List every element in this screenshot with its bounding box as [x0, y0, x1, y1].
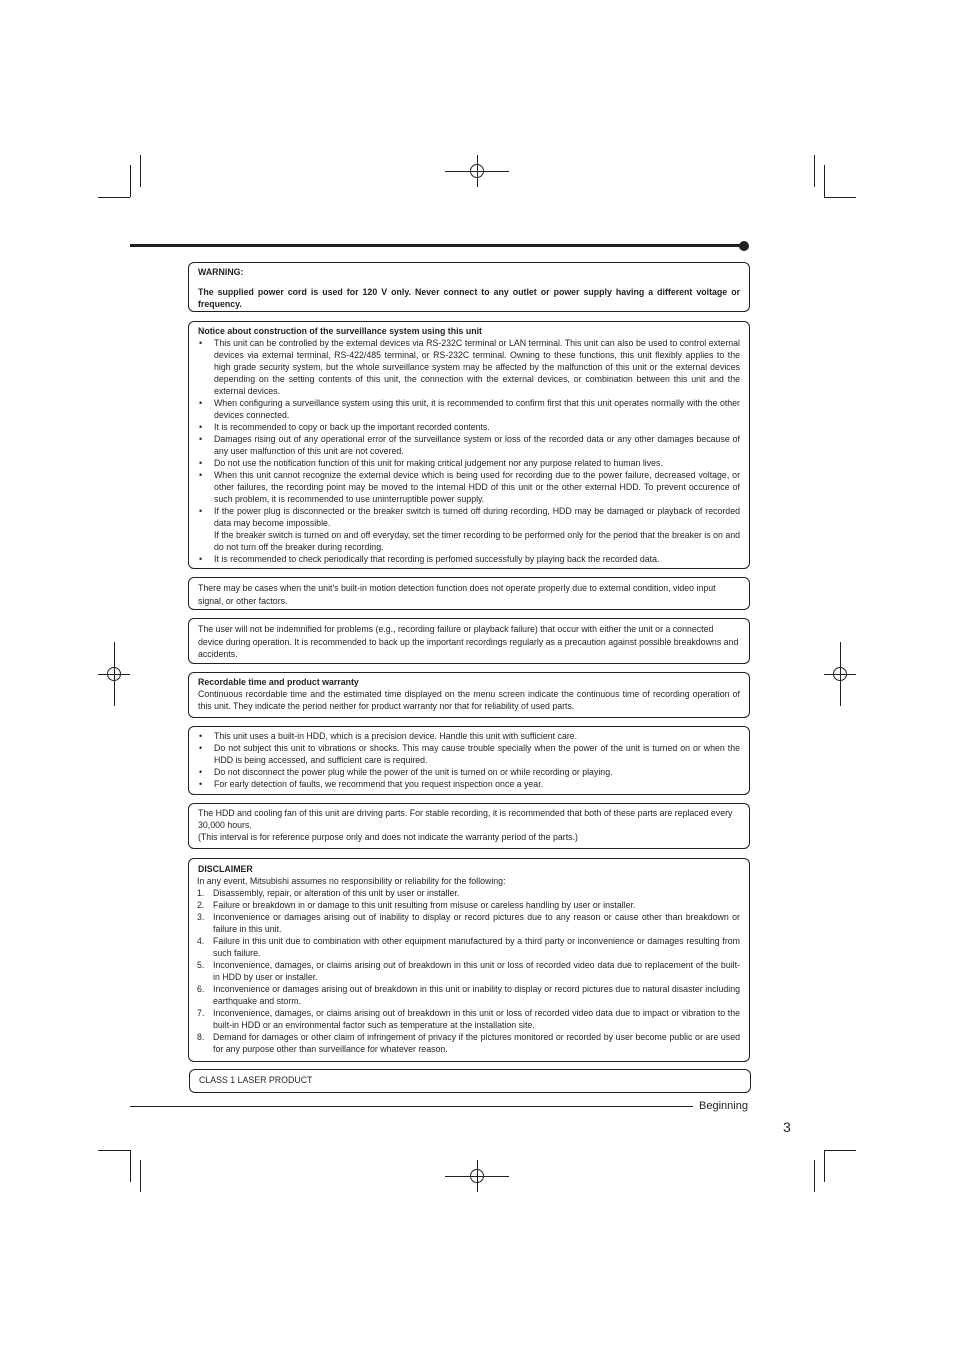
list-item: • For early detection of faults, we recommend that you request inspection once a year.	[198, 778, 740, 790]
parts-note: (This interval is for reference purpose only and does not indicate the warranty period of the parts.)	[198, 832, 578, 842]
hdd-care-box	[188, 726, 750, 795]
notice-list	[198, 337, 740, 565]
warning-title: WARNING:	[198, 267, 244, 277]
recordable-box	[188, 672, 750, 718]
parts-box	[188, 803, 750, 849]
motion-box	[188, 577, 750, 610]
hdd-care-list	[198, 730, 740, 790]
list-item: • Do not use the notification function of this unit for making critical judgement nor any purpose related to human lives.	[198, 457, 740, 469]
list-item: • When this unit cannot recognize the external device which is being used for recording due to the power failure, decreased voltage, or other failures, the recording point may be moved to the internal HDD of this unit or the other external HDD. To prevent occurence of such problem, it is recommended to use uninterruptible power supply.	[198, 469, 740, 505]
warning-box	[188, 262, 750, 312]
disclaimer-box	[188, 858, 750, 1062]
disclaimer-title: DISCLAIMER	[198, 864, 253, 874]
recordable-text: Continuous recordable time and the estimated time displayed on the menu screen indicate the continuous time of recording operation of this unit. They indicate the period neither for product warranty nor that for reliability of used parts.	[198, 689, 740, 711]
list-item: • This unit can be controlled by the external devices via RS-232C terminal or LAN terminal. This unit can also be used to control external devices via external terminal, RS-422/485 terminal, or RS-232C terminal. Owning to these functions, this unit flexibly applies to the high grade security system, but the whole surveillance system may be affected by the malfunction of this unit or the external devices depending on the setting contents of this unit, the connection with the external devices, or combination between this unit and the external devices.	[198, 337, 740, 397]
list-item: 5. Inconvenience, damages, or claims arising out of breakdown in this unit or loss of recorded video data due to replacement of the built-in HDD by user or installer.	[197, 960, 740, 982]
list-item-text: If the power plug is disconnected or the breaker switch is turned off during recording, HDD may be damaged or playback of recorded data may become impossible.	[214, 506, 740, 528]
list-item: 4. Failure in this unit due to combination with other equipment manufactured by a third party or inconvenience or damages resulting from such failure.	[197, 936, 740, 958]
list-item	[198, 505, 740, 553]
disclaimer-list	[197, 887, 740, 1055]
header-rule	[130, 244, 742, 247]
list-item: 7. Inconvenience, damages, or claims arising out of breakdown in this unit or loss of recorded video data due to impact or vibration to the built-in HDD or an environmental factor such as temperature at the installation site.	[197, 1008, 740, 1030]
list-item: • This unit uses a built-in HDD, which is a precision device. Handle this unit with sufficient care.	[198, 730, 740, 742]
page-number: 3	[783, 1119, 791, 1135]
disclaimer-intro: In any event, Mitsubishi assumes no responsibility or reliability for the following:	[197, 876, 506, 886]
list-item: 1. Disassembly, repair, or alteration of this unit by user or installer.	[197, 888, 460, 898]
notice-box	[188, 321, 750, 569]
list-item: • When configuring a surveillance system using this unit, it is recommended to confirm first that this unit operates normally with the other devices connected.	[198, 397, 740, 421]
list-item: 3. Inconvenience or damages arising out of inability to display or record pictures due to any reason or cause other than breakdown or failure in this unit.	[197, 912, 740, 934]
header-rule-dot	[739, 241, 749, 251]
footer-section: Beginning	[699, 1100, 748, 1112]
notice-title: Notice about construction of the surveillance system using this unit	[198, 326, 482, 336]
indemnity-box	[188, 618, 750, 664]
recordable-title: Recordable time and product warranty	[198, 677, 359, 687]
laser-text: CLASS 1 LASER PRODUCT	[199, 1075, 313, 1085]
indemnity-text: The user will not be indemnified for problems (e.g., recording failure or playback failure) that occur with either the unit or a connected device during operation. It is recommended to back up the important recordings regularly as a precaution against possible breakdowns and accidents.	[198, 624, 739, 659]
list-item: • Do not disconnect the power plug while the power of the unit is turned on or while recording or playing.	[198, 766, 740, 778]
parts-text: The HDD and cooling fan of this unit are driving parts. For stable recording, it is recommended that both of these parts are replaced every 30,000 hours.	[198, 808, 733, 830]
list-item-extra: If the breaker switch is turned on and off everyday, set the timer recording to be performed only for the period that the breaker is on and do not turn off the breaker during recording.	[214, 530, 740, 552]
list-item: • Do not subject this unit to vibrations or shocks. This may cause trouble specially when the power of the unit is turned on or when the HDD is being accessed, and sufficient care is required.	[198, 742, 740, 766]
motion-text: There may be cases when the unit's built-in motion detection function does not operate properly due to external condition, video input signal, or other factors.	[198, 583, 716, 606]
list-item: • It is recommended to check periodically that recording is perfomed successfully by playing back the recorded data.	[198, 553, 740, 565]
laser-box	[189, 1069, 751, 1093]
list-item: 2. Failure or breakdown in or damage to this unit resulting from misuse or careless handling by user or installer.	[197, 900, 636, 910]
list-item: 6. Inconvenience or damages arising out of breakdown in this unit or inability to display or record pictures due to natural disaster including earthquake and storm.	[197, 984, 740, 1006]
list-item: • It is recommended to copy or back up the important recorded contents.	[198, 421, 740, 433]
list-item: 8. Demand for damages or other claim of infringement of privacy if the pictures monitored or recorded by user become public or are used for any purpose other than surveillance for whatever reason.	[197, 1032, 740, 1054]
list-item: • Damages rising out of any operational error of the surveillance system or loss of the recorded data or any other damages because of any user malfunction of this unit are not covered.	[198, 433, 740, 457]
warning-text: The supplied power cord is used for 120 V only. Never connect to any outlet or power supply having a different voltage or frequency.	[198, 287, 740, 309]
footer-rule	[130, 1106, 693, 1107]
